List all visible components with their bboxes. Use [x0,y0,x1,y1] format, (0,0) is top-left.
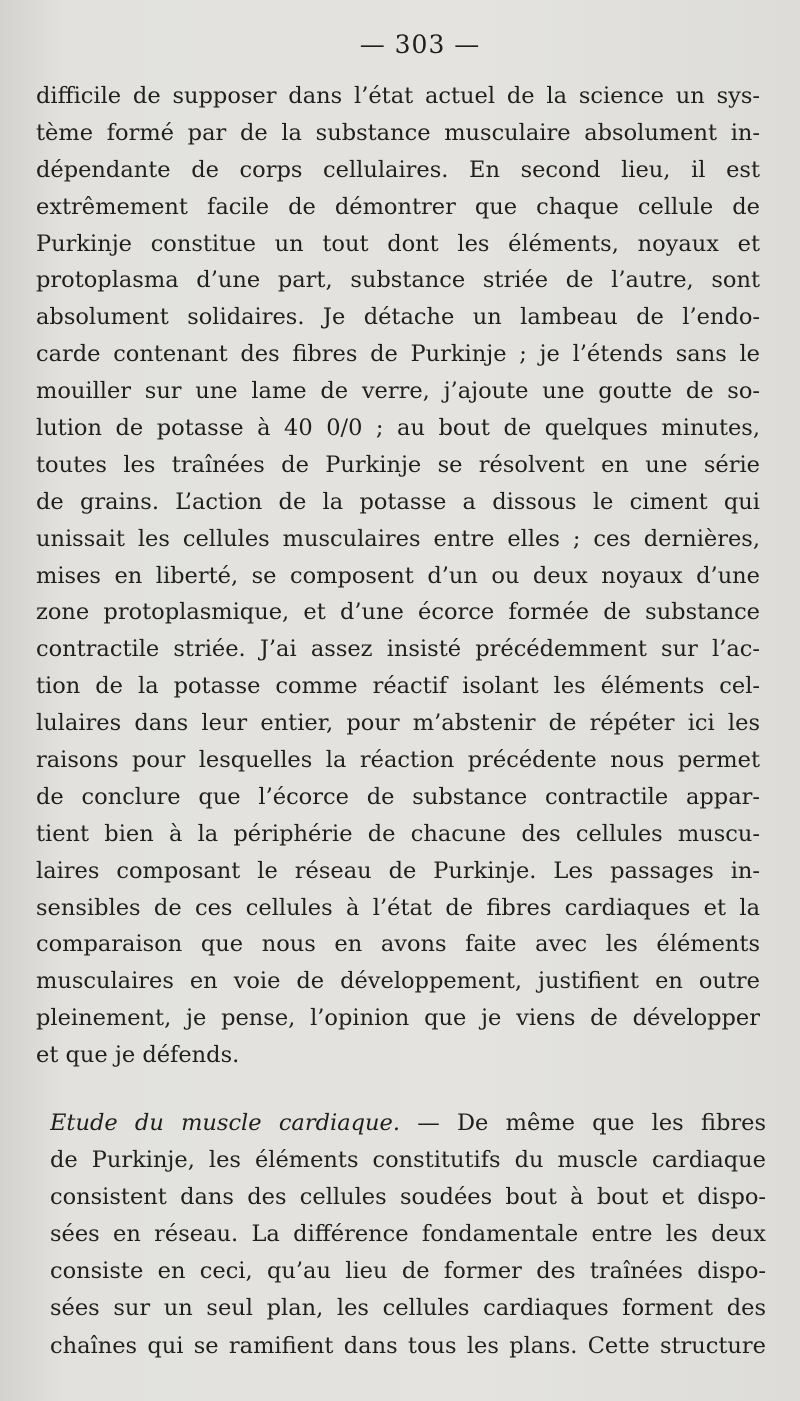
text-line: lulaires dans leur entier, pour m’abstenir de répéter ici les [36,710,760,737]
text-line: musculaires en voie de développement, justifient en outre [36,968,760,995]
text-line: protoplasma d’une part, substance striée de l’autre, sont [36,267,760,294]
text-line: sensibles de ces cellules à l’état de fibres cardiaques et la [36,894,760,921]
text-line: pleinement, je pense, l’opinion que je viens de développer [36,1005,760,1032]
section-first-line [50,1105,766,1142]
section-cardiac-muscle [50,1105,766,1365]
paragraph-main [36,78,760,1074]
text-line: dépendante de corps cellulaires. En second lieu, il est [36,156,760,183]
text-line: laires composant le réseau de Purkinje. Les passages in- [36,857,760,884]
text-line: tème formé par de la substance musculaire absolument in- [36,119,760,146]
text-line: de Purkinje, les éléments constitutifs du muscle cardiaque [50,1147,766,1174]
text-line: contractile striée. J’ai assez insisté précédemment sur l’ac- [36,636,760,663]
text-line: sées en réseau. La différence fondamentale entre les deux [50,1221,766,1248]
text-line: Purkinje constitue un tout dont les éléments, noyaux et [36,230,760,257]
text-line: difficile de supposer dans l’état actuel de la science un sys- [36,83,760,109]
text-line: tient bien à la périphérie de chacune des cellules muscu- [36,820,760,847]
text-line: extrêmement facile de démontrer que chaque cellule de [36,193,760,220]
text-line: unissait les cellules musculaires entre elles ; ces dernières, [36,525,760,552]
page-number: — 303 — [359,30,481,59]
text-line: tion de la potasse comme réactif isolant les éléments cel- [36,673,760,700]
text-line: et que je défends. [36,1042,240,1069]
text-line: chaînes qui se ramifient dans tous les plans. Cette structure [50,1332,766,1359]
text-line: absolument solidaires. Je détache un lambeau de l’endo- [36,304,760,331]
text-line: consiste en ceci, qu’au lieu de former des traînées dispo- [50,1258,766,1285]
section-first-line-rest: — De même que les fibres [417,1110,766,1136]
text-line: zone protoplasmique, et d’une écorce formée de substance [36,599,760,626]
text-line: sées sur un seul plan, les cellules cardiaques forment des [50,1295,766,1322]
text-line: carde contenant des fibres de Purkinje ; je l’étends sans le [36,341,760,368]
text-line: de grains. L’action de la potasse a dissous le ciment qui [36,488,760,515]
text-line: mises en liberté, se composent d’un ou deux noyaux d’une [36,562,760,589]
text-line: consistent dans des cellules soudées bout à bout et dispo- [50,1184,766,1211]
text-line: de conclure que l’écorce de substance contractile appar- [36,783,760,810]
text-line: comparaison que nous en avons faite avec les éléments [36,931,760,958]
text-line: mouiller sur une lame de verre, j’ajoute une goutte de so- [36,378,760,405]
text-line: raisons pour lesquelles la réaction précédente nous permet [36,747,760,774]
section-heading: Etude du muscle cardiaque. [50,1110,400,1136]
text-line: lution de potasse à 40 0/0 ; au bout de quelques minutes, [36,415,760,442]
text-line: toutes les traînées de Purkinje se résolvent en une série [36,451,760,478]
